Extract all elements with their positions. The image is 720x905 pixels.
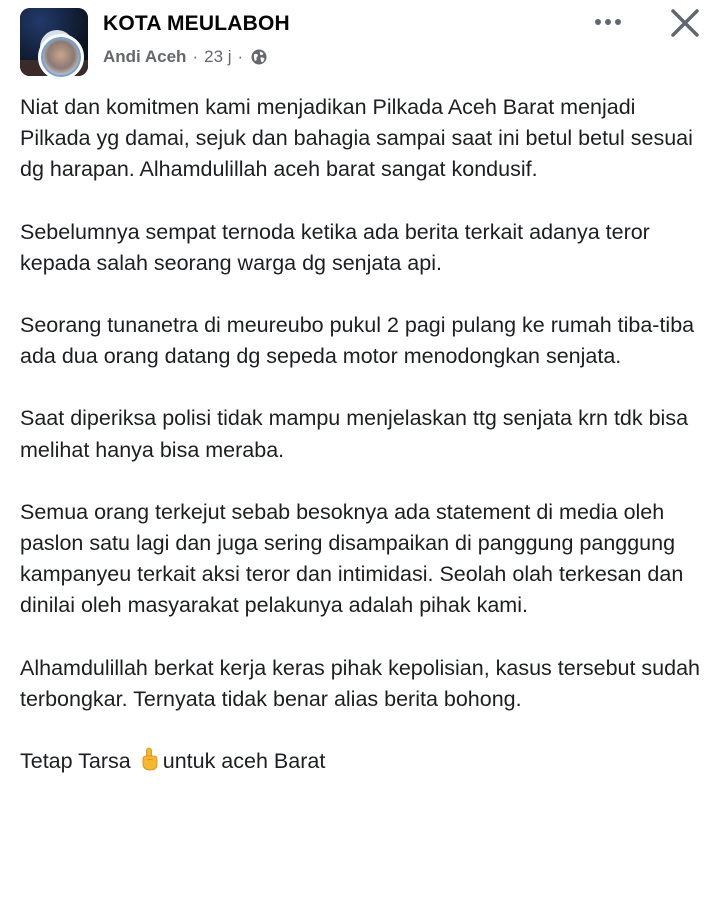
post-paragraph: Sebelumnya sempat ternoda ketika ada berita terkait adanya teror kepada salah seorang warga dg senjata api. — [20, 219, 650, 275]
post-text — [20, 92, 710, 777]
post-paragraph: Semua orang terkejut sebab besoknya ada statement di media oleh paslon satu lagi dan juga sering disampaikan di panggung panggung kampanyeu terkait aksi teror dan intimidasi. Seolah olah terkesan dan dinilai oleh masyarakat pelakunya adalah pihak kami. — [20, 499, 684, 618]
post-closing — [20, 746, 710, 777]
index-pointing-up-emoji — [139, 747, 161, 771]
more-options-icon[interactable] — [588, 10, 628, 34]
post-meta — [103, 47, 267, 67]
post-header — [0, 0, 720, 80]
post-paragraph: Alhamdulillah berkat kerja keras pihak kepolisian, kasus tersebut sudah terbongkar. Ternyata tidak benar alias berita bohong. — [20, 655, 701, 711]
closing-text-before: Tetap Tarsa — [20, 749, 137, 774]
post-time[interactable]: 23 j — [204, 47, 232, 66]
globe-icon — [251, 49, 267, 65]
group-name[interactable]: KOTA MEULABOH — [103, 12, 290, 35]
post-paragraph: Niat dan komitmen kami menjadikan Pilkada Aceh Barat menjadi Pilkada yg damai, sejuk dan bahagia sampai saat ini betul betul sesuai dg harapan. Alhamdulillah aceh barat sangat kondusif. — [20, 95, 693, 182]
meta-separator: · — [237, 47, 244, 66]
post-paragraph: Saat diperiksa polisi tidak mampu menjelaskan ttg senjata krn tdk bisa melihat hanya bisa meraba. — [20, 406, 689, 462]
closing-text-after: untuk aceh Barat — [162, 749, 326, 774]
post-paragraph: Seorang tunanetra di meureubo pukul 2 pagi pulang ke rumah tiba-tiba ada dua orang datang dg sepeda motor menodongkan senjata. — [20, 313, 695, 369]
author-name[interactable]: Andi Aceh — [103, 47, 187, 66]
close-icon[interactable] — [668, 6, 702, 40]
meta-separator: · — [192, 47, 199, 66]
author-avatar[interactable] — [38, 34, 84, 80]
